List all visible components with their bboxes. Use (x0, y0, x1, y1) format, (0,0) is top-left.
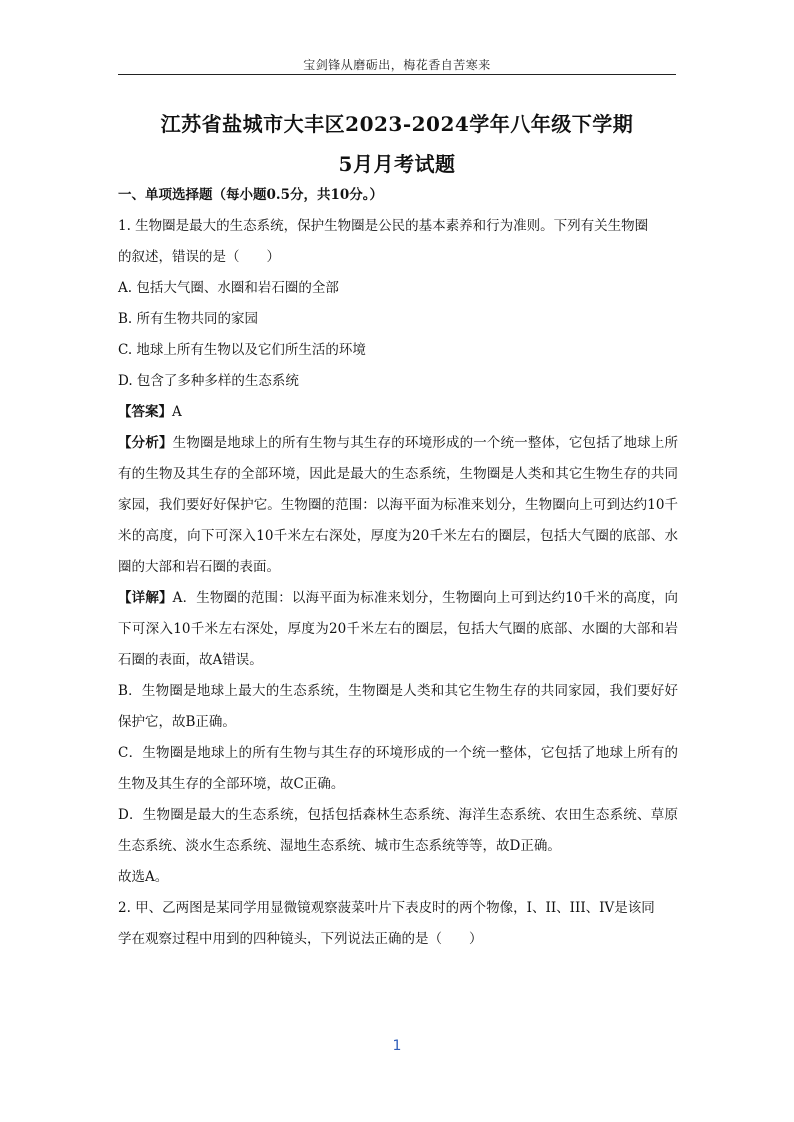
analysis-tag: 【分析】 (118, 435, 173, 451)
conclusion: 故选A。 (118, 869, 169, 885)
question-1 (118, 211, 678, 893)
detail-tag: 【详解】 (118, 590, 173, 606)
option-b: B. 所有生物共同的家园 (118, 311, 259, 327)
answer-tag: 【答案】 (118, 404, 172, 420)
detail-a-text: A．生物圈的范围：以海平面为标准来划分，生物圈向上可到达约10千米的高度，向下可深入10千米左右深处，厚度为20千米左右的圈层，包括大气圈的底部、水圈的大部和岩石圈的表面，故A错误。 (118, 590, 678, 668)
title-line-2: 5月月考试题 (338, 152, 456, 176)
detail-b-paragraph: B．生物圈是地球上最大的生态系统，生物圈是人类和其它生物生存的共同家园，我们要好好保护它，故B正确。 (118, 683, 678, 730)
detail-a-paragraph (118, 583, 678, 676)
header-motto: 宝剑锋从磨砺出，梅花香自苦寒来 (303, 58, 491, 72)
question-2 (118, 893, 678, 955)
question-stem-line-2: 学在观察过程中用到的四种镜头，下列说法正确的是（ ） (118, 931, 483, 947)
question-stem (118, 893, 678, 955)
question-stem-line-1: 2. 甲、乙两图是某同学用显微镜观察菠菜叶片下表皮时的两个物像，I、II、III、IV是该同 (118, 900, 655, 916)
analysis-text: 生物圈是地球上的所有生物与其生存的环境形成的一个统一整体，它包括了地球上所有的生物及其生存的全部环境，因此是最大的生态系统，生物圈是人类和其它生物生存的共同家园，我们要好好保护它。生物圈的范围：以海平面为标准来划分，生物圈向上可到达约10千米的高度，向下可深入10千米左右深处，厚度为20千米左右的圈层，包括大气圈的底部、水圈的大部和岩石圈的表面。 (118, 435, 679, 575)
question-stem (118, 211, 678, 273)
option-a: A. 包括大气圈、水圈和岩石圈的全部 (118, 280, 339, 296)
detail-d-paragraph: D．生物圈是最大的生态系统，包括包括森林生态系统、海洋生态系统、农田生态系统、草原生态系统、淡水生态系统、湿地生态系统、城市生态系统等等，故D正确。 (118, 807, 678, 854)
document-title (0, 104, 794, 184)
answer-value: A (172, 404, 182, 420)
option-c: C. 地球上所有生物以及它们所生活的环境 (118, 342, 366, 358)
section-heading: 一、单项选择题（每小题0.5分，共10分。） (118, 187, 384, 203)
analysis-paragraph (118, 428, 678, 583)
answer-line (118, 397, 678, 428)
document-body (118, 180, 678, 955)
question-stem-line-1: 1. 生物圈是最大的生态系统，保护生物圈是公民的基本素养和行为准则。下列有关生物圈 (118, 218, 649, 234)
option-d: D. 包含了多种多样的生态系统 (118, 373, 299, 389)
detail-c-paragraph: C．生物圈是地球上的所有生物与其生存的环境形成的一个统一整体，它包括了地球上所有的生物及其生存的全部环境，故C正确。 (118, 745, 678, 792)
title-line-1: 江苏省盐城市大丰区2023-2024学年八年级下学期 (160, 112, 634, 136)
header-divider (118, 74, 676, 75)
page-number: 1 (392, 1038, 402, 1054)
question-stem-line-2: 的叙述，错误的是（ ） (118, 249, 280, 265)
